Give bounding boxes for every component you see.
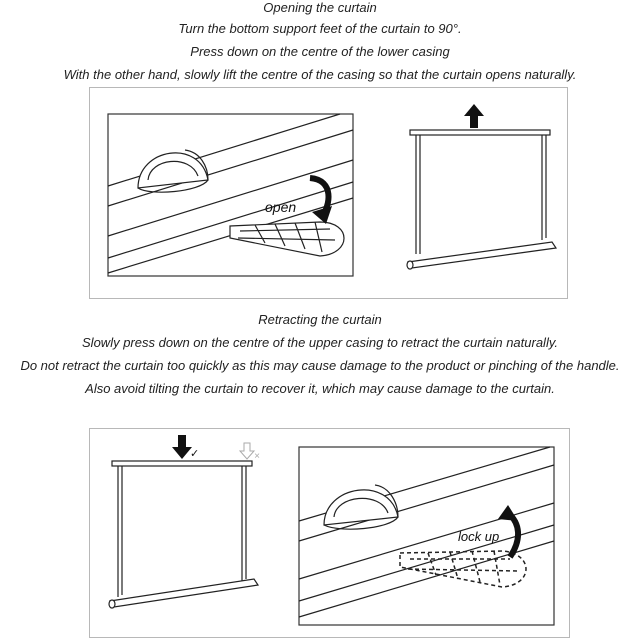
- retracting-screen: [109, 461, 258, 608]
- opening-illustration-panel: [89, 87, 568, 299]
- open-label: open: [265, 199, 297, 215]
- down-arrow-outline-icon: [240, 443, 254, 459]
- retracting-step-3: Also avoid tilting the curtain to recover it, which may cause damage to the curtain.: [85, 381, 555, 396]
- retracting-illustration: [90, 429, 569, 637]
- retracting-step-2: Do not retract the curtain too quickly as this may cause damage to the product or pinching of the handle.: [20, 358, 620, 373]
- check-mark: ✓: [190, 448, 200, 460]
- up-arrow-icon: [464, 104, 484, 128]
- opening-illustration: [90, 88, 567, 298]
- opening-step-3: With the other hand, slowly lift the centre of the casing so that the curtain opens naturally.: [63, 67, 577, 82]
- opening-step-2: Press down on the centre of the lower casing: [190, 44, 450, 59]
- curved-up-arrow-icon: [498, 505, 518, 557]
- opening-title: Opening the curtain: [263, 0, 377, 15]
- lock-up-label: lock up: [458, 529, 500, 544]
- support-foot: [230, 222, 344, 256]
- retracting-title: Retracting the curtain: [258, 312, 382, 327]
- opened-screen: [407, 130, 556, 269]
- retracting-illustration-panel: [89, 428, 570, 638]
- curved-arrow-icon: [310, 178, 332, 224]
- cross-mark: ×: [254, 451, 260, 462]
- down-arrow-icon: [172, 435, 192, 459]
- opening-step-1: Turn the bottom support feet of the curtain to 90°.: [178, 21, 462, 36]
- retracting-step-1: Slowly press down on the centre of the upper casing to retract the curtain naturally.: [82, 335, 558, 350]
